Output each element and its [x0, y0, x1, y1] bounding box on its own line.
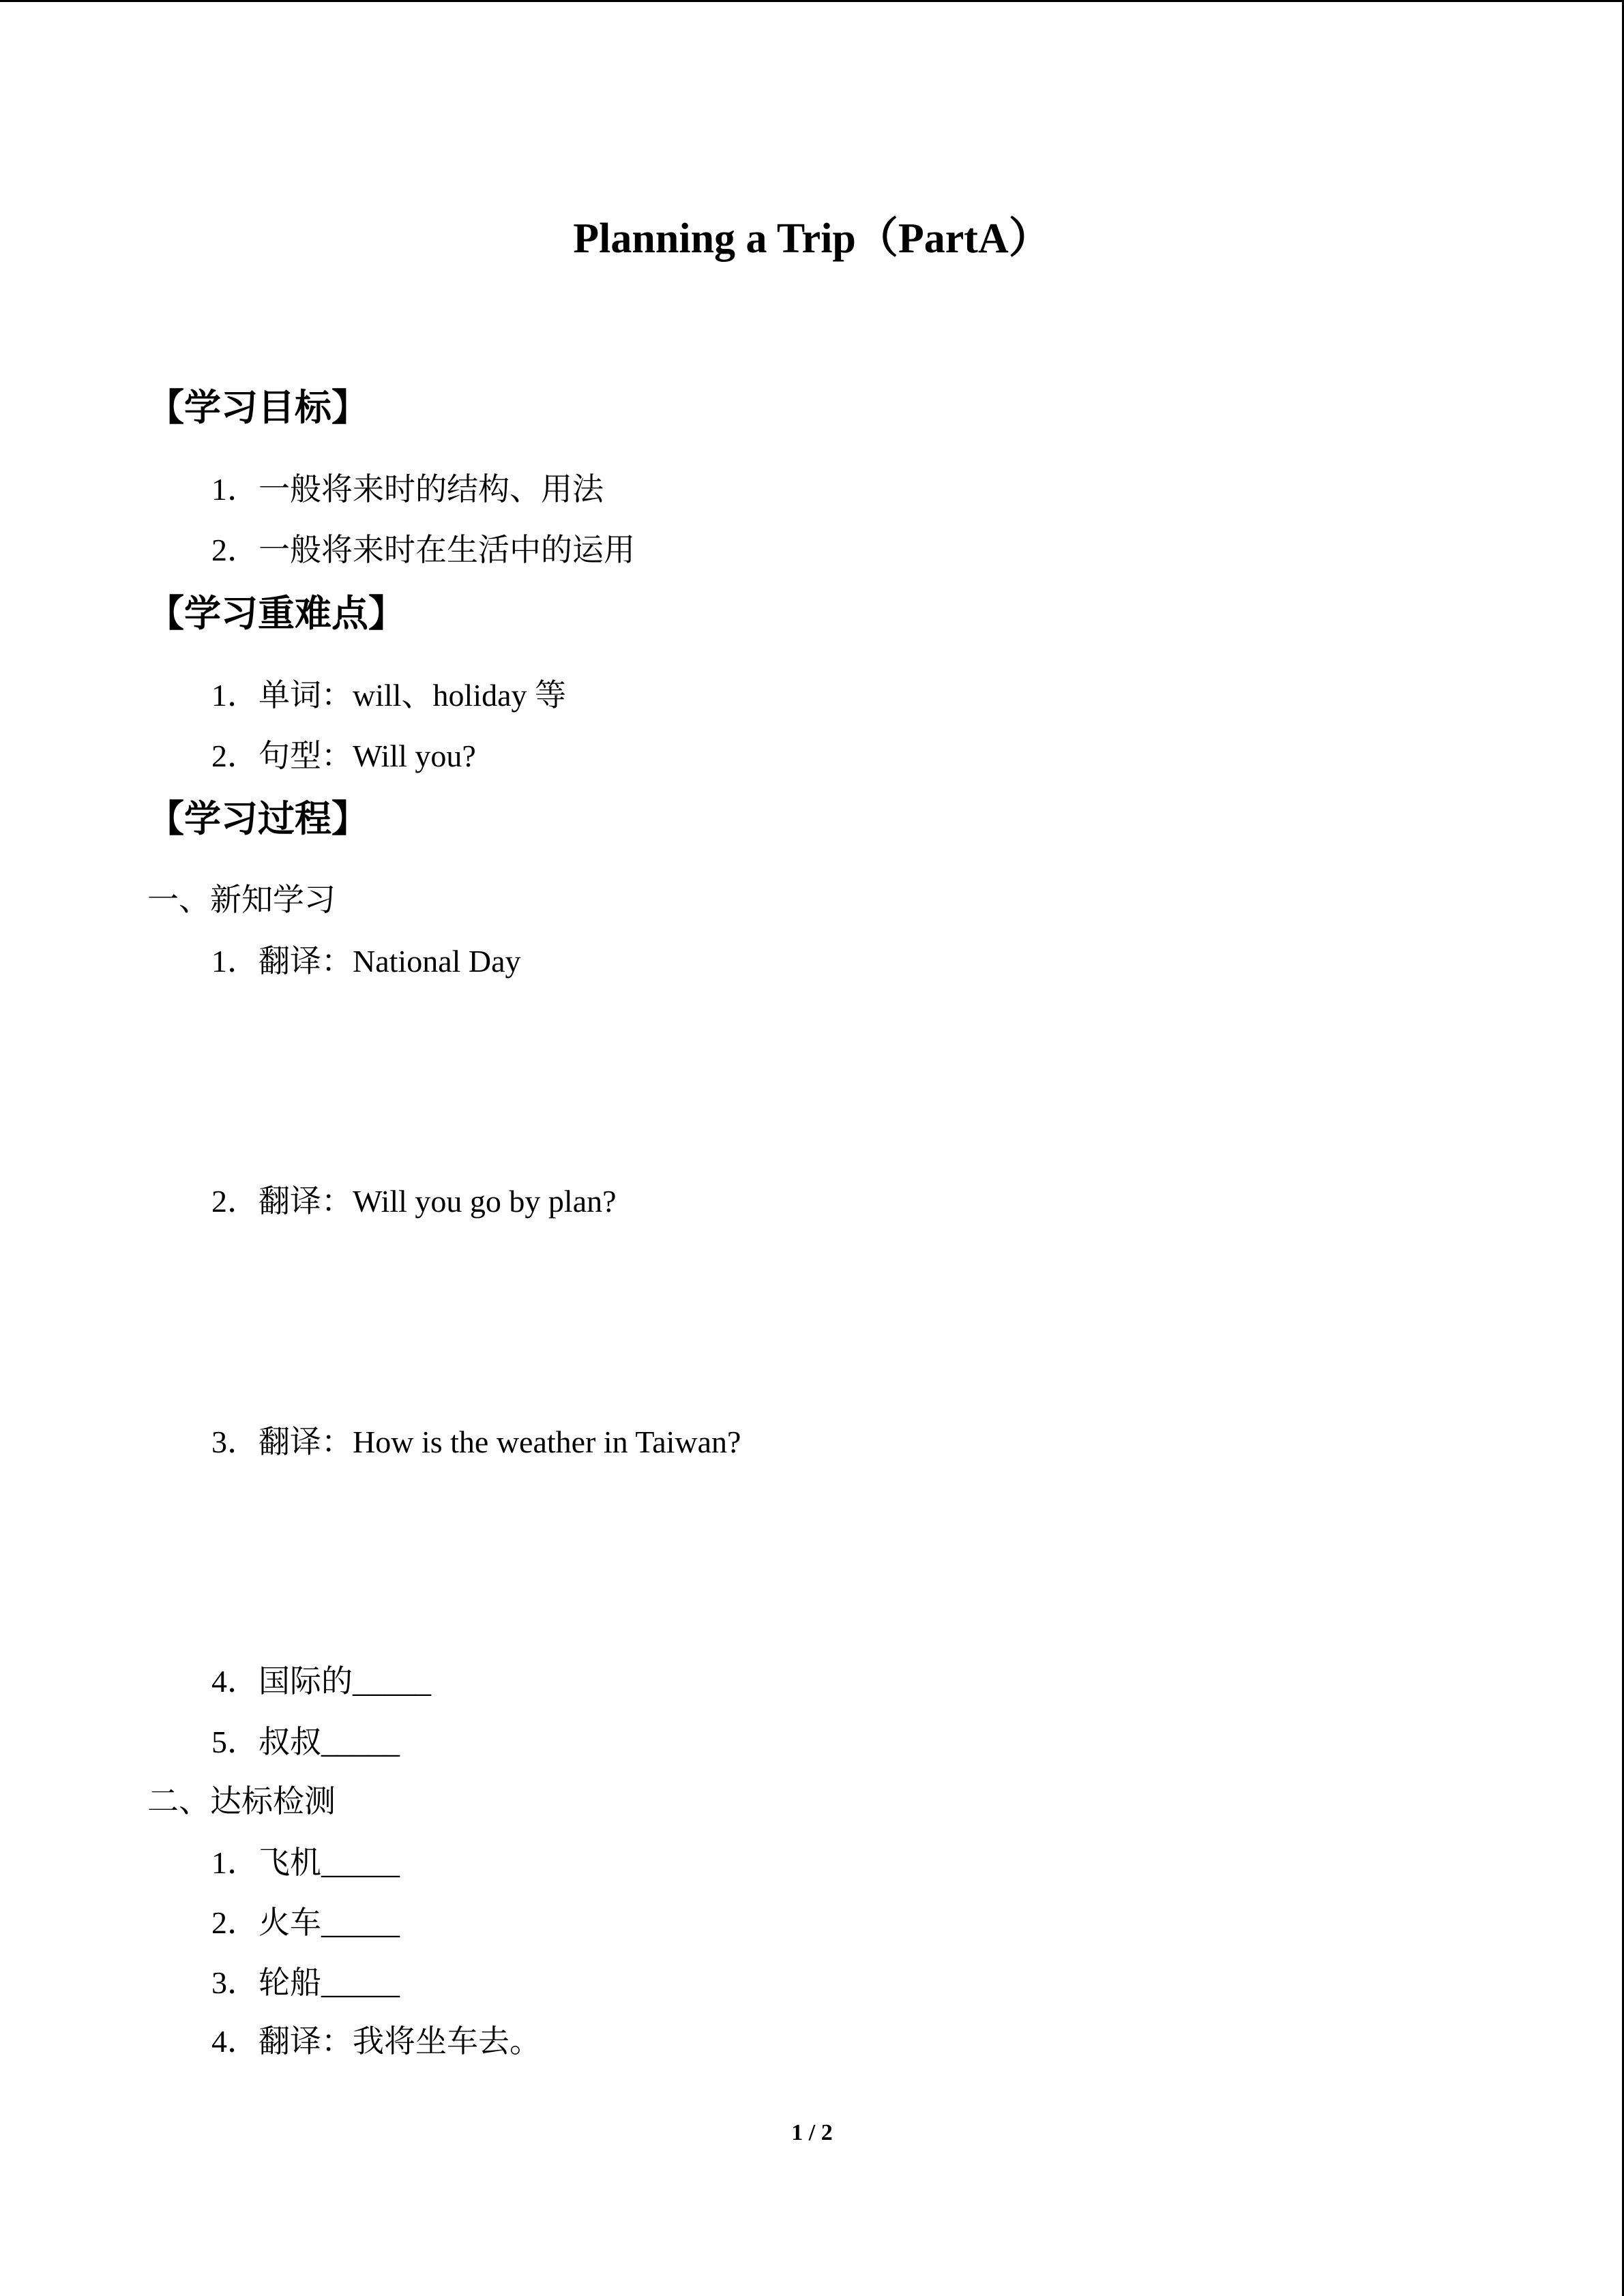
- objectives-heading: 【学习目标】: [147, 387, 368, 428]
- key-point-item: 2．句型：Will you?: [211, 739, 476, 773]
- section-label-new-knowledge: 一、新知学习: [147, 882, 336, 917]
- exercise-item: 3．轮船_____: [211, 1965, 400, 2000]
- exercise-item: 1．翻译：National Day: [211, 944, 521, 979]
- section-label-assessment: 二、达标检测: [147, 1784, 336, 1819]
- document-title: Planning a Trip（PartA）: [573, 215, 1051, 262]
- exercise-item: 1．飞机_____: [211, 1845, 400, 1880]
- exercise-item: 3．翻译：How is the weather in Taiwan?: [211, 1425, 741, 1459]
- exercise-item: 2．翻译：Will you go by plan?: [211, 1184, 617, 1219]
- key-points-heading: 【学习重难点】: [147, 593, 405, 634]
- objective-item: 1．一般将来时的结构、用法: [211, 472, 604, 507]
- exercise-item: 4．翻译：我将坐车去。: [211, 2024, 541, 2059]
- exercise-item: 5．叔叔_____: [211, 1725, 400, 1759]
- exercise-item: 4．国际的_____: [211, 1664, 431, 1699]
- exercise-item: 2．火车_____: [211, 1905, 400, 1940]
- objective-item: 2．一般将来时在生活中的运用: [211, 533, 635, 567]
- process-heading: 【学习过程】: [147, 799, 368, 839]
- top-border-line: [0, 0, 1624, 2]
- page-number: 1 / 2: [791, 2120, 833, 2145]
- key-point-item: 1．单词：will、holiday 等: [211, 678, 567, 713]
